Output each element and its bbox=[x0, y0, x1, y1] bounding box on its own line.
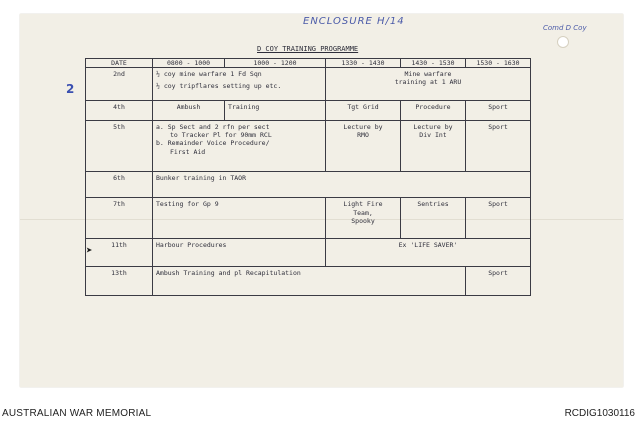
morning-cell bbox=[153, 121, 326, 172]
footer-catalogue-id: RCDIG1030116 bbox=[564, 408, 635, 419]
morning-cell: Testing for Gp 9 bbox=[153, 198, 326, 239]
cell: Training bbox=[225, 100, 326, 120]
date-cell: 6th bbox=[86, 171, 153, 197]
morning-cell: Harbour Procedures bbox=[153, 239, 326, 267]
header-1000-1200: 1000 - 1200 bbox=[225, 59, 326, 68]
cell: Procedure bbox=[401, 100, 466, 120]
training-schedule-table bbox=[85, 58, 531, 296]
date-cell: 7th bbox=[86, 198, 153, 239]
cell-line: Lecture by bbox=[343, 123, 383, 132]
cell: Sport bbox=[466, 198, 531, 239]
cell-line: Spooky bbox=[351, 216, 375, 225]
cell-line: Team, bbox=[353, 208, 373, 217]
cell bbox=[326, 121, 401, 172]
header-1530-1630: 1530 - 1630 bbox=[466, 59, 531, 68]
cell: Tgt Grid bbox=[326, 100, 401, 120]
date-cell: 4th bbox=[86, 100, 153, 120]
cell-line: a. Sp Sect and 2 rfn per sect bbox=[156, 123, 270, 132]
afternoon-cell: Ex 'LIFE SAVER' bbox=[326, 239, 531, 267]
margin-mark: 2 bbox=[66, 82, 75, 96]
cell: Ambush bbox=[153, 100, 225, 120]
table-row bbox=[86, 121, 531, 172]
cell: Sport bbox=[466, 121, 531, 172]
enclosure-annotation: ENCLOSURE H/14 bbox=[303, 16, 405, 27]
cell-line: Light Fire bbox=[343, 200, 383, 209]
table-row bbox=[86, 239, 531, 267]
date-cell: 2nd bbox=[86, 68, 153, 101]
arrow-mark-icon: ➤ bbox=[86, 244, 93, 257]
header-0800-1000: 0800 - 1000 bbox=[153, 59, 225, 68]
table-row bbox=[86, 267, 531, 296]
corner-handwritten-note: Comd D Coy bbox=[543, 24, 587, 32]
header-1330-1430: 1330 - 1430 bbox=[326, 59, 401, 68]
cell-line: Mine warfare bbox=[404, 70, 452, 79]
cell-line: Lecture by bbox=[413, 123, 453, 132]
cell: Sport bbox=[466, 267, 531, 296]
table-row bbox=[86, 171, 531, 197]
cell-line: Div Int bbox=[419, 131, 447, 140]
punch-hole bbox=[557, 36, 569, 48]
cell-line: training at 1 ARU bbox=[394, 78, 462, 87]
cell-line: b. Remainder Voice Procedure/ bbox=[156, 139, 270, 148]
cell bbox=[326, 198, 401, 239]
cell: Sport bbox=[466, 100, 531, 120]
header-1430-1530: 1430 - 1530 bbox=[401, 59, 466, 68]
full-day-cell: Bunker training in TAOR bbox=[153, 171, 531, 197]
cell bbox=[401, 121, 466, 172]
date-cell: 11th bbox=[86, 239, 153, 267]
cell-line: ½ coy tripflares setting up etc. bbox=[156, 82, 282, 91]
cell-line: First Aid bbox=[170, 147, 206, 156]
table-row bbox=[86, 100, 531, 120]
cell-line: ½ coy mine warfare 1 Fd Sqn bbox=[156, 70, 262, 79]
footer-credit: AUSTRALIAN WAR MEMORIAL bbox=[2, 408, 152, 419]
table-row bbox=[86, 68, 531, 101]
header-date: DATE bbox=[86, 59, 153, 68]
morning-cell bbox=[153, 68, 326, 101]
document-title: D COY TRAINING PROGRAMME bbox=[257, 45, 359, 53]
date-cell: 13th bbox=[86, 267, 153, 296]
date-cell: 5th bbox=[86, 121, 153, 172]
cell-line: RMO bbox=[357, 131, 369, 140]
cell: Sentries bbox=[401, 198, 466, 239]
table-header-row bbox=[86, 59, 531, 68]
afternoon-cell bbox=[326, 68, 531, 101]
document-sheet bbox=[20, 14, 623, 387]
morning-cell: Ambush Training and pl Recapitulation bbox=[153, 267, 466, 296]
table-row bbox=[86, 198, 531, 239]
cell-line: to Tracker Pl for 90mm RCL bbox=[170, 131, 272, 140]
